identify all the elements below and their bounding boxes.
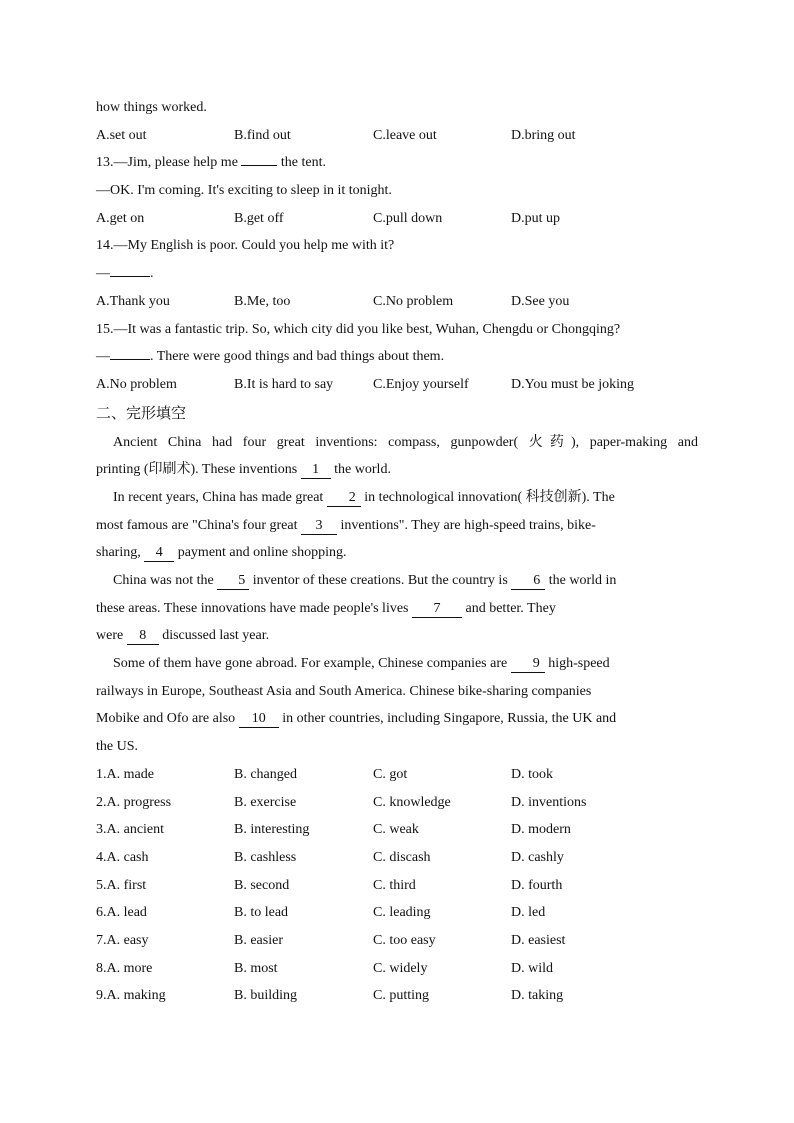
option-9c: C. putting bbox=[373, 988, 430, 1004]
q14-dash: — bbox=[96, 266, 110, 282]
q15-line1 bbox=[96, 316, 698, 344]
passage-text: Mobike and Ofo are also bbox=[96, 711, 239, 727]
q15-text-b: . There were good things and bad things about them. bbox=[150, 349, 445, 365]
option-5a: 5.A. first bbox=[96, 877, 147, 893]
q14-number: 14. bbox=[96, 238, 114, 254]
option-1a: 1.A. made bbox=[96, 766, 154, 782]
passage-p1-line2 bbox=[96, 456, 698, 484]
option-8b: B. most bbox=[234, 960, 278, 976]
cloze-option-row-2 bbox=[96, 789, 698, 817]
q13-number: 13. bbox=[96, 155, 114, 171]
passage-p2-line1 bbox=[96, 484, 698, 512]
cloze-blank-6: 6 bbox=[511, 573, 545, 590]
passage-p4-line2: railways in Europe, Southeast Asia and South America. Chinese bike-sharing companies bbox=[96, 683, 592, 699]
q12-options bbox=[96, 122, 698, 150]
passage-text: high-speed bbox=[544, 656, 610, 672]
q14-line2 bbox=[96, 260, 698, 288]
q15-dash: — bbox=[96, 349, 110, 365]
q15-option-d: D.You must be joking bbox=[511, 376, 635, 392]
option-3d: D. modern bbox=[511, 822, 571, 838]
cloze-option-row-3 bbox=[96, 816, 698, 844]
q13-blank bbox=[241, 149, 277, 166]
passage-text: inventions". They are high-speed trains, bike- bbox=[336, 517, 596, 533]
q14-option-d: D.See you bbox=[511, 293, 570, 309]
option-4d: D. cashly bbox=[511, 849, 564, 865]
option-3c: C. weak bbox=[373, 822, 419, 838]
q13-text-a: —Jim, please help me bbox=[113, 155, 242, 171]
cloze-blank-8: 8 bbox=[127, 628, 159, 645]
q15-text: —It was a fantastic trip. So, which city did you like best, Wuhan, Chengdu or Chongqing? bbox=[113, 321, 621, 337]
q12-option-b: B.find out bbox=[234, 127, 291, 143]
section-title-cloze: 二、完形填空 bbox=[96, 403, 187, 422]
cloze-blank-4: 4 bbox=[144, 545, 174, 562]
passage-text: sharing, bbox=[96, 545, 145, 561]
cloze-blank-2: 2 bbox=[327, 490, 361, 507]
q12-tail: how things worked. bbox=[96, 100, 207, 115]
passage-text: the world. bbox=[330, 462, 391, 478]
exam-page bbox=[96, 94, 698, 1010]
option-3a: 3.A. ancient bbox=[96, 822, 165, 838]
q15-line2 bbox=[96, 343, 698, 371]
cloze-option-row-7 bbox=[96, 927, 698, 955]
option-8c: C. widely bbox=[373, 960, 428, 976]
q13-option-c: C.pull down bbox=[373, 210, 443, 226]
passage-p4-line1 bbox=[96, 650, 698, 678]
q14-option-a: A.Thank you bbox=[96, 293, 170, 309]
option-3b: B. interesting bbox=[234, 822, 310, 838]
option-6d: D. led bbox=[511, 905, 546, 921]
q13-option-d: D.put up bbox=[511, 210, 560, 226]
option-6c: C. leading bbox=[373, 905, 431, 921]
q14-blank bbox=[110, 260, 150, 277]
passage-text: the world in bbox=[545, 573, 617, 588]
cloze-options bbox=[96, 761, 698, 1010]
option-7a: 7.A. easy bbox=[96, 932, 149, 948]
option-9d: D. taking bbox=[511, 988, 564, 1004]
passage-text: In recent years, China has made great bbox=[113, 489, 327, 505]
passage-p4-line4: the US. bbox=[96, 739, 138, 755]
q14-option-b: B.Me, too bbox=[234, 293, 291, 309]
q13-line1 bbox=[96, 149, 698, 177]
passage-p2-line3 bbox=[96, 539, 698, 567]
option-5b: B. second bbox=[234, 877, 290, 893]
q14-period: . bbox=[150, 266, 154, 282]
q15-blank bbox=[110, 343, 150, 360]
passage-text: printing (印刷术). These inventions bbox=[96, 462, 301, 478]
option-4b: B. cashless bbox=[234, 849, 297, 865]
passage-text: most famous are "China's four great bbox=[96, 517, 301, 533]
q13-options bbox=[96, 205, 698, 233]
passage-text: China was not the bbox=[113, 573, 218, 588]
option-8d: D. wild bbox=[511, 960, 553, 976]
cloze-option-row-8 bbox=[96, 955, 698, 983]
cloze-blank-3: 3 bbox=[301, 518, 337, 535]
q14-text: —My English is poor. Could you help me with it? bbox=[113, 238, 395, 254]
option-1c: C. got bbox=[373, 766, 408, 782]
q14-option-c: C.No problem bbox=[373, 293, 454, 309]
cloze-option-row-1 bbox=[96, 761, 698, 789]
passage-p3-line3 bbox=[96, 622, 698, 650]
passage-text: in other countries, including Singapore, Russia, the UK and bbox=[278, 711, 617, 727]
option-2a: 2.A. progress bbox=[96, 794, 172, 810]
passage-text: payment and online shopping. bbox=[174, 545, 347, 561]
option-5d: D. fourth bbox=[511, 877, 563, 893]
q14-line1 bbox=[96, 232, 698, 260]
passage-text: in technological innovation( 科技创新). The bbox=[360, 489, 615, 505]
option-9b: B. building bbox=[234, 988, 298, 1004]
option-7d: D. easiest bbox=[511, 932, 566, 948]
cloze-blank-7: 7 bbox=[412, 601, 462, 618]
q13-option-a: A.get on bbox=[96, 210, 145, 226]
cloze-blank-1: 1 bbox=[301, 462, 331, 479]
q12-option-c: C.leave out bbox=[373, 127, 437, 143]
option-2c: C. knowledge bbox=[373, 794, 451, 810]
passage-text: discussed last year. bbox=[158, 628, 270, 644]
passage-p4-line3 bbox=[96, 705, 698, 733]
option-6a: 6.A. lead bbox=[96, 905, 147, 921]
option-4c: C. discash bbox=[373, 849, 431, 865]
q12-option-d: D.bring out bbox=[511, 127, 576, 143]
q13-line2: —OK. I'm coming. It's exciting to sleep in it tonight. bbox=[96, 183, 392, 199]
q15-number: 15. bbox=[96, 321, 114, 337]
option-6b: B. to lead bbox=[234, 905, 289, 921]
passage-text: inventor of these creations. But the country is bbox=[249, 573, 512, 588]
option-4a: 4.A. cash bbox=[96, 849, 149, 865]
cloze-option-row-4 bbox=[96, 844, 698, 872]
cloze-blank-5: 5 bbox=[217, 573, 249, 590]
option-1d: D. took bbox=[511, 766, 553, 782]
cloze-option-row-6 bbox=[96, 899, 698, 927]
q15-options bbox=[96, 371, 698, 399]
passage-text: these areas. These innovations have made people's lives bbox=[96, 600, 412, 616]
option-8a: 8.A. more bbox=[96, 960, 153, 976]
passage-p1-line1: Ancient China had four great inventions: compass, gunpowder( 火药), paper-making and bbox=[113, 434, 698, 450]
option-1b: B. changed bbox=[234, 766, 297, 782]
passage-text: Some of them have gone abroad. For example, Chinese companies are bbox=[113, 656, 511, 672]
option-2b: B. exercise bbox=[234, 794, 297, 810]
q14-options bbox=[96, 288, 698, 316]
cloze-option-row-5 bbox=[96, 872, 698, 900]
passage-p2-line2 bbox=[96, 512, 698, 540]
option-5c: C. third bbox=[373, 877, 416, 893]
option-7c: C. too easy bbox=[373, 932, 436, 948]
passage-p3-line1 bbox=[96, 567, 698, 595]
cloze-blank-10: 10 bbox=[239, 711, 279, 728]
option-7b: B. easier bbox=[234, 932, 283, 948]
q13-option-b: B.get off bbox=[234, 210, 284, 226]
cloze-passage bbox=[96, 429, 698, 761]
passage-text: were bbox=[96, 628, 127, 644]
option-9a: 9.A. making bbox=[96, 988, 166, 1004]
passage-text: and better. They bbox=[462, 600, 556, 616]
cloze-option-row-9 bbox=[96, 982, 698, 1010]
option-2d: D. inventions bbox=[511, 794, 587, 810]
q12-option-a: A.set out bbox=[96, 127, 147, 143]
q15-option-b: B.It is hard to say bbox=[234, 376, 334, 392]
q13-text-b: the tent. bbox=[277, 155, 327, 171]
q15-option-a: A.No problem bbox=[96, 376, 177, 392]
q15-option-c: C.Enjoy yourself bbox=[373, 376, 469, 392]
passage-p3-line2 bbox=[96, 595, 698, 623]
cloze-blank-9: 9 bbox=[511, 656, 545, 673]
